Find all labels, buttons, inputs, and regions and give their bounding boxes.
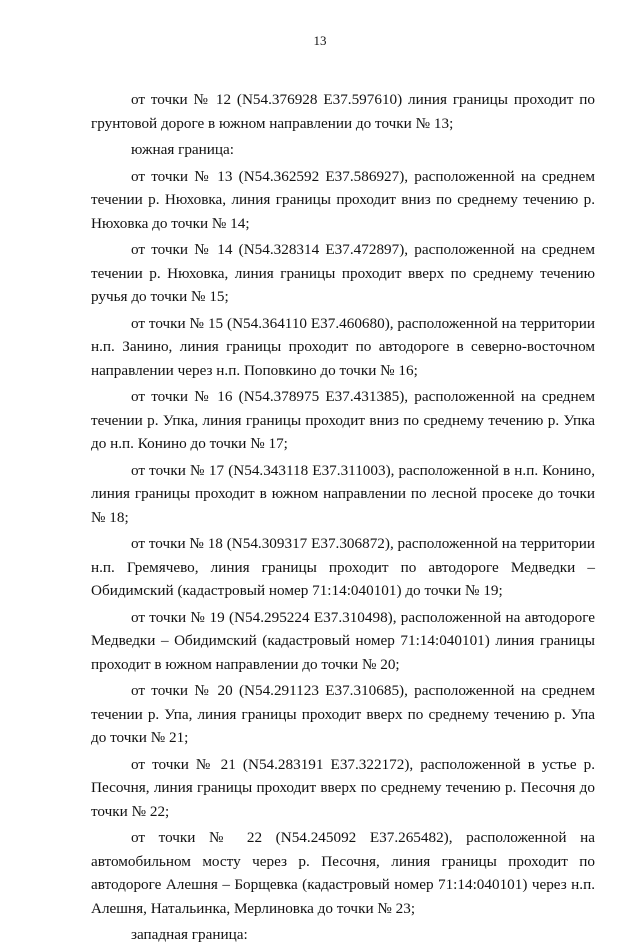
paragraph-point-15: от точки № 15 (N54.364110 E37.460680), расположенной на территории н.п. Занино, линия границы проходит по автодороге в северно-восточном направлении через н.п. Поповкино до точки № 16; — [91, 314, 595, 379]
paragraph-point-21: от точки № 21 (N54.283191 E37.322172), расположенной в устье р. Песочня, линия границы проходит вверх по среднему течению р. Песочня до точки № 22; — [91, 755, 595, 820]
paragraph-point-16: от точки № 16 (N54.378975 E37.431385), расположенной на среднем течении р. Упка, линия границы проходит вниз по среднему течению р. Упка до н.п. Конино до точки № 17; — [91, 388, 595, 452]
document-body — [91, 88, 595, 950]
section-heading-west: западная граница: — [131, 926, 248, 943]
paragraph-point-20: от точки № 20 (N54.291123 E37.310685), расположенной на среднем течении р. Упа, линия границы проходит вверх по среднему течению р. Упа до точки № 21; — [91, 682, 595, 746]
paragraph-point-19: от точки № 19 (N54.295224 E37.310498), расположенной на автодороге Медведки – Обидимский (кадастровый номер 71:14:040101) линия границы проходит в южном направлении до точки № 20; — [91, 608, 595, 673]
paragraph-point-22: от точки № 22 (N54.245092 E37.265482), расположенной на автомобильном мосту через р. Песочня, линия границы проходит по автодороге Алешня – Борщевка (кадастровый номер 71:14:040101) через н.п. Алешня, Натальинка, Мерлиновка до точки № 23; — [91, 829, 595, 917]
page-number: 13 — [313, 33, 327, 48]
paragraph-point-12: от точки № 12 (N54.376928 E37.597610) линия границы проходит по грунтовой дороге в южном направлении до точки № 13; — [91, 91, 595, 132]
paragraph-point-13: от точки № 13 (N54.362592 E37.586927), расположенной на среднем течении р. Нюховка, линия границы проходит вниз по среднему течению р. Нюховка до точки № 14; — [91, 167, 595, 232]
section-heading-south: южная граница: — [131, 141, 235, 158]
paragraph-point-18: от точки № 18 (N54.309317 E37.306872), расположенной на территории н.п. Гремячево, линия границы проходит по автодороге Медведки – Обидимский (кадастровый номер 71:14:040101) до точки № 19; — [91, 535, 595, 599]
paragraph-point-17: от точки № 17 (N54.343118 E37.311003), расположенной в н.п. Конино, линия границы проходит в южном направлении по лесной просеке до точки № 18; — [91, 461, 595, 526]
paragraph-point-14: от точки № 14 (N54.328314 E37.472897), расположенной на среднем течении р. Нюховка, линия границы проходит вверх по среднему течению ручья до точки № 15; — [91, 241, 595, 305]
